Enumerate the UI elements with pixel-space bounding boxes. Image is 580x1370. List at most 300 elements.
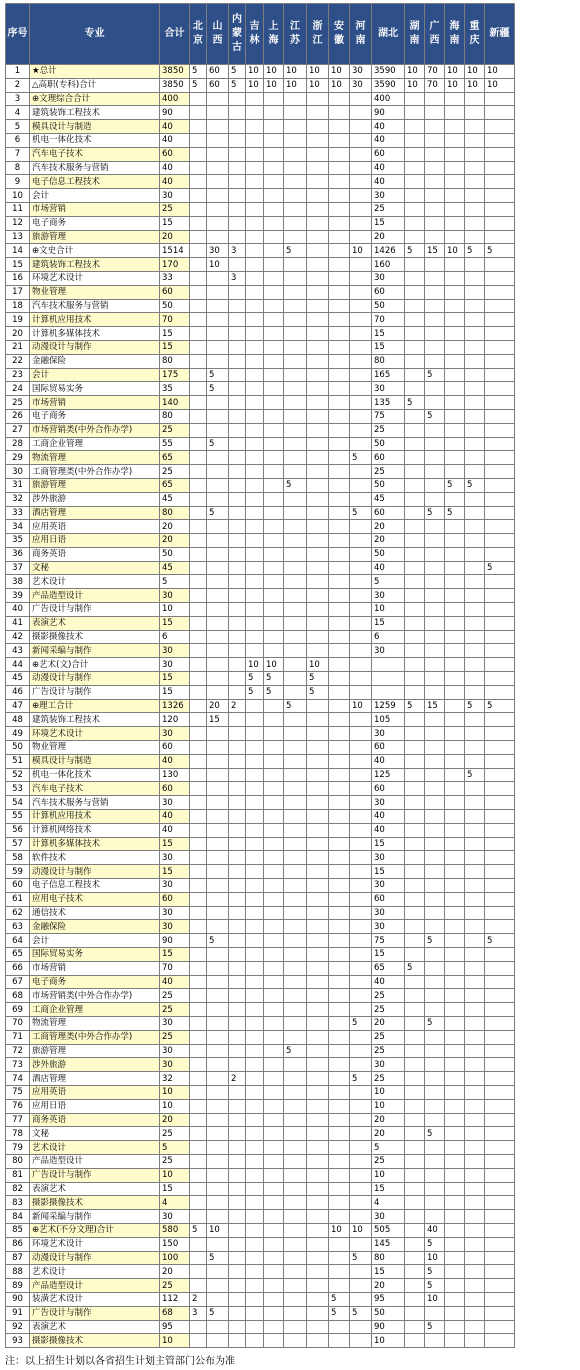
province-value <box>350 1168 372 1182</box>
major-name: 物业管理 <box>30 285 160 299</box>
row-total: 20 <box>160 1113 190 1127</box>
row-index: 73 <box>6 1058 30 1072</box>
row-total: 20 <box>160 230 190 244</box>
province-value <box>329 575 350 589</box>
province-value <box>329 865 350 879</box>
province-value <box>445 1085 465 1099</box>
province-value <box>207 1141 229 1155</box>
province-value <box>465 175 485 189</box>
province-value <box>445 1251 465 1265</box>
major-name: 会计 <box>30 368 160 382</box>
major-name: 市场营销 <box>30 961 160 975</box>
major-name: 模具设计与制造 <box>30 120 160 134</box>
province-value <box>307 547 329 561</box>
province-value <box>425 685 445 699</box>
province-value <box>190 1113 207 1127</box>
row-index: 38 <box>6 575 30 589</box>
province-value <box>350 534 372 548</box>
table-row <box>6 133 515 147</box>
province-value: 5 <box>405 699 425 713</box>
major-name: 摄影摄像技术 <box>30 630 160 644</box>
province-value: 5 <box>465 699 485 713</box>
province-value <box>405 1099 425 1113</box>
province-value: 10 <box>264 78 284 92</box>
province-value <box>307 340 329 354</box>
province-value <box>190 1141 207 1155</box>
table-row <box>6 285 515 299</box>
province-value: 40 <box>372 175 405 189</box>
table-row <box>6 1168 515 1182</box>
province-value <box>190 534 207 548</box>
province-value: 5 <box>207 1251 229 1265</box>
province-value <box>190 961 207 975</box>
province-value <box>207 575 229 589</box>
province-value <box>350 603 372 617</box>
province-value <box>425 1099 445 1113</box>
province-value: 5 <box>229 65 246 79</box>
province-value <box>445 1265 465 1279</box>
province-value <box>350 547 372 561</box>
province-value <box>350 575 372 589</box>
province-value <box>190 492 207 506</box>
row-total: 15 <box>160 685 190 699</box>
row-total: 6 <box>160 630 190 644</box>
province-value <box>190 741 207 755</box>
row-index: 64 <box>6 934 30 948</box>
row-total: 25 <box>160 202 190 216</box>
province-value <box>485 340 515 354</box>
province-value <box>405 1292 425 1306</box>
major-name: 计算机应用技术 <box>30 313 160 327</box>
province-value <box>465 782 485 796</box>
province-value: 5 <box>307 685 329 699</box>
province-value <box>284 120 307 134</box>
province-value <box>264 1113 284 1127</box>
row-index: 39 <box>6 589 30 603</box>
row-total: 15 <box>160 948 190 962</box>
row-index: 85 <box>6 1223 30 1237</box>
province-value <box>264 1127 284 1141</box>
table-row <box>6 934 515 948</box>
province-value <box>465 658 485 672</box>
province-value <box>190 1072 207 1086</box>
table-row <box>6 603 515 617</box>
province-value: 10 <box>307 78 329 92</box>
province-value <box>425 892 445 906</box>
province-value <box>405 1210 425 1224</box>
province-value <box>465 713 485 727</box>
province-value: 5 <box>425 1016 445 1030</box>
province-value <box>350 961 372 975</box>
province-value <box>264 175 284 189</box>
province-value <box>405 768 425 782</box>
major-name: 建筑装饰工程技术 <box>30 106 160 120</box>
province-value <box>465 727 485 741</box>
province-value <box>284 354 307 368</box>
province-value <box>284 1085 307 1099</box>
province-value <box>229 1113 246 1127</box>
province-value <box>229 658 246 672</box>
province-value: 10 <box>307 658 329 672</box>
province-value <box>445 1182 465 1196</box>
province-value: 5 <box>207 506 229 520</box>
province-value <box>445 699 465 713</box>
province-value <box>246 727 264 741</box>
province-value <box>405 161 425 175</box>
province-value <box>425 768 445 782</box>
province-value <box>445 1072 465 1086</box>
province-value <box>485 299 515 313</box>
province-value <box>465 603 485 617</box>
major-name: 国际贸易实务 <box>30 948 160 962</box>
province-value <box>329 603 350 617</box>
province-value <box>264 244 284 258</box>
province-value <box>350 1085 372 1099</box>
province-value <box>229 1044 246 1058</box>
table-row <box>6 1223 515 1237</box>
province-value <box>229 561 246 575</box>
province-value <box>190 892 207 906</box>
province-value <box>307 616 329 630</box>
province-value <box>307 216 329 230</box>
province-value: 4 <box>372 1196 405 1210</box>
province-value <box>307 837 329 851</box>
province-value <box>307 796 329 810</box>
province-value: 60 <box>207 65 229 79</box>
province-value <box>485 906 515 920</box>
row-index: 28 <box>6 437 30 451</box>
province-value <box>465 506 485 520</box>
province-value <box>246 1141 264 1155</box>
province-value <box>190 851 207 865</box>
province-value <box>329 810 350 824</box>
table-row <box>6 879 515 893</box>
province-value <box>190 658 207 672</box>
province-value <box>307 1196 329 1210</box>
province-value <box>307 948 329 962</box>
province-value: 25 <box>372 989 405 1003</box>
province-value <box>246 465 264 479</box>
province-value <box>284 1113 307 1127</box>
province-value <box>445 1237 465 1251</box>
province-value <box>307 1292 329 1306</box>
table-row <box>6 1127 515 1141</box>
province-value: 5 <box>329 1306 350 1320</box>
province-value <box>307 727 329 741</box>
province-value <box>445 161 465 175</box>
province-value <box>207 327 229 341</box>
province-value <box>207 1334 229 1348</box>
province-value <box>246 699 264 713</box>
province-value <box>425 644 445 658</box>
major-name: 表演艺术 <box>30 1182 160 1196</box>
row-index: 86 <box>6 1237 30 1251</box>
province-value <box>307 1251 329 1265</box>
province-value <box>246 589 264 603</box>
province-value <box>485 189 515 203</box>
province-value: 20 <box>372 1113 405 1127</box>
province-value <box>445 1320 465 1334</box>
province-value <box>307 1003 329 1017</box>
major-name: 产品造型设计 <box>30 1279 160 1293</box>
province-value <box>190 1237 207 1251</box>
row-index: 87 <box>6 1251 30 1265</box>
row-index: 29 <box>6 451 30 465</box>
header-province: 山西 <box>207 4 229 65</box>
province-value <box>190 368 207 382</box>
province-value <box>485 589 515 603</box>
province-value: 5 <box>465 478 485 492</box>
province-value <box>246 534 264 548</box>
province-value: 125 <box>372 768 405 782</box>
province-value <box>190 1154 207 1168</box>
province-value <box>485 1127 515 1141</box>
row-total: 40 <box>160 161 190 175</box>
province-value <box>190 1127 207 1141</box>
province-value <box>425 920 445 934</box>
province-value <box>264 258 284 272</box>
province-value <box>425 1210 445 1224</box>
province-value <box>284 1154 307 1168</box>
province-value <box>246 823 264 837</box>
province-value <box>485 1168 515 1182</box>
province-value <box>264 1265 284 1279</box>
province-value <box>207 1182 229 1196</box>
province-value <box>229 161 246 175</box>
province-value <box>445 451 465 465</box>
province-value <box>425 478 445 492</box>
province-value <box>190 106 207 120</box>
province-value <box>229 534 246 548</box>
province-value <box>246 396 264 410</box>
province-value <box>445 202 465 216</box>
province-value <box>465 547 485 561</box>
province-value <box>405 616 425 630</box>
major-name: 表演艺术 <box>30 616 160 630</box>
province-value <box>190 382 207 396</box>
province-value <box>425 851 445 865</box>
province-value <box>485 1058 515 1072</box>
province-value: 10 <box>284 78 307 92</box>
province-value <box>329 271 350 285</box>
province-value: 30 <box>372 879 405 893</box>
row-total: 130 <box>160 768 190 782</box>
province-value <box>190 313 207 327</box>
province-value <box>207 492 229 506</box>
province-value <box>465 202 485 216</box>
province-value: 5 <box>485 244 515 258</box>
province-value: 5 <box>485 561 515 575</box>
province-value <box>485 313 515 327</box>
province-value <box>190 1182 207 1196</box>
header-province: 河南 <box>350 4 372 65</box>
province-value <box>284 879 307 893</box>
province-value <box>264 409 284 423</box>
province-value <box>284 106 307 120</box>
province-value <box>284 1334 307 1348</box>
table-row <box>6 644 515 658</box>
province-value: 50 <box>372 478 405 492</box>
province-value <box>246 506 264 520</box>
province-value <box>284 1279 307 1293</box>
row-total: 60 <box>160 782 190 796</box>
province-value <box>485 658 515 672</box>
province-value <box>307 451 329 465</box>
row-total: 40 <box>160 133 190 147</box>
table-row <box>6 244 515 258</box>
province-value <box>405 575 425 589</box>
province-value <box>190 630 207 644</box>
province-value <box>485 892 515 906</box>
province-value <box>465 520 485 534</box>
province-value <box>229 1292 246 1306</box>
province-value <box>485 478 515 492</box>
province-value <box>329 1003 350 1017</box>
province-value <box>445 713 465 727</box>
province-value <box>329 492 350 506</box>
row-total: 1514 <box>160 244 190 258</box>
row-index: 80 <box>6 1154 30 1168</box>
major-name: 国际贸易实务 <box>30 382 160 396</box>
province-value <box>445 175 465 189</box>
province-value: 15 <box>372 1265 405 1279</box>
province-value <box>485 216 515 230</box>
province-value <box>207 892 229 906</box>
province-value <box>264 354 284 368</box>
province-value <box>445 1113 465 1127</box>
table-row <box>6 1320 515 1334</box>
province-value <box>264 741 284 755</box>
province-value: 5 <box>425 409 445 423</box>
province-value <box>207 1237 229 1251</box>
province-value <box>405 1320 425 1334</box>
table-row <box>6 202 515 216</box>
province-value <box>229 1210 246 1224</box>
province-value <box>405 285 425 299</box>
province-value: 5 <box>207 382 229 396</box>
province-value: 505 <box>372 1223 405 1237</box>
province-value <box>350 1292 372 1306</box>
province-value <box>425 906 445 920</box>
province-value <box>190 258 207 272</box>
province-value <box>190 837 207 851</box>
province-value <box>207 340 229 354</box>
province-value: 105 <box>372 713 405 727</box>
table-row <box>6 948 515 962</box>
row-index: 26 <box>6 409 30 423</box>
province-value: 10 <box>445 65 465 79</box>
province-value <box>405 1141 425 1155</box>
province-value <box>405 368 425 382</box>
province-value <box>350 865 372 879</box>
province-value <box>329 189 350 203</box>
province-value <box>405 1113 425 1127</box>
province-value <box>284 603 307 617</box>
province-value <box>190 354 207 368</box>
province-value <box>465 1306 485 1320</box>
province-value <box>445 1003 465 1017</box>
province-value <box>264 451 284 465</box>
province-value <box>284 368 307 382</box>
province-value <box>264 133 284 147</box>
province-value <box>425 754 445 768</box>
province-value <box>190 1003 207 1017</box>
header-province: 广西 <box>425 4 445 65</box>
major-name: 市场营销 <box>30 202 160 216</box>
province-value <box>229 920 246 934</box>
province-value <box>465 409 485 423</box>
province-value: 20 <box>207 699 229 713</box>
province-value <box>207 1113 229 1127</box>
province-value <box>329 1085 350 1099</box>
province-value <box>307 161 329 175</box>
province-value <box>264 1016 284 1030</box>
province-value <box>329 1168 350 1182</box>
header-province: 新疆 <box>485 4 515 65</box>
province-value <box>329 741 350 755</box>
province-value <box>425 437 445 451</box>
province-value <box>229 478 246 492</box>
major-name: ⊕文史合计 <box>30 244 160 258</box>
province-value <box>207 561 229 575</box>
province-value <box>284 271 307 285</box>
province-value <box>229 1251 246 1265</box>
table-row <box>6 768 515 782</box>
header-row <box>6 4 515 65</box>
province-value: 90 <box>372 106 405 120</box>
province-value <box>485 1085 515 1099</box>
table-row <box>6 106 515 120</box>
province-value <box>264 1279 284 1293</box>
province-value: 25 <box>372 1154 405 1168</box>
province-value <box>207 230 229 244</box>
major-name: 动漫设计与制作 <box>30 1251 160 1265</box>
province-value: 90 <box>372 1320 405 1334</box>
province-value <box>445 575 465 589</box>
province-value <box>284 175 307 189</box>
province-value <box>264 437 284 451</box>
province-value <box>329 1044 350 1058</box>
province-value <box>485 865 515 879</box>
province-value <box>207 161 229 175</box>
province-value <box>405 1306 425 1320</box>
province-value <box>425 1113 445 1127</box>
province-value <box>329 285 350 299</box>
row-total: 15 <box>160 865 190 879</box>
table-row <box>6 837 515 851</box>
province-value <box>264 1334 284 1348</box>
province-value <box>425 1196 445 1210</box>
province-value <box>229 133 246 147</box>
province-value <box>284 1030 307 1044</box>
province-value <box>350 147 372 161</box>
province-value <box>425 216 445 230</box>
province-value <box>405 1223 425 1237</box>
major-name: 酒店管理 <box>30 1072 160 1086</box>
province-value <box>307 589 329 603</box>
province-value <box>485 603 515 617</box>
province-value <box>190 147 207 161</box>
province-value <box>350 851 372 865</box>
province-value <box>229 1016 246 1030</box>
province-value <box>445 975 465 989</box>
province-value: 40 <box>372 754 405 768</box>
major-name: 金融保险 <box>30 354 160 368</box>
province-value <box>445 603 465 617</box>
province-value <box>307 506 329 520</box>
province-value: 20 <box>372 520 405 534</box>
province-value <box>229 230 246 244</box>
